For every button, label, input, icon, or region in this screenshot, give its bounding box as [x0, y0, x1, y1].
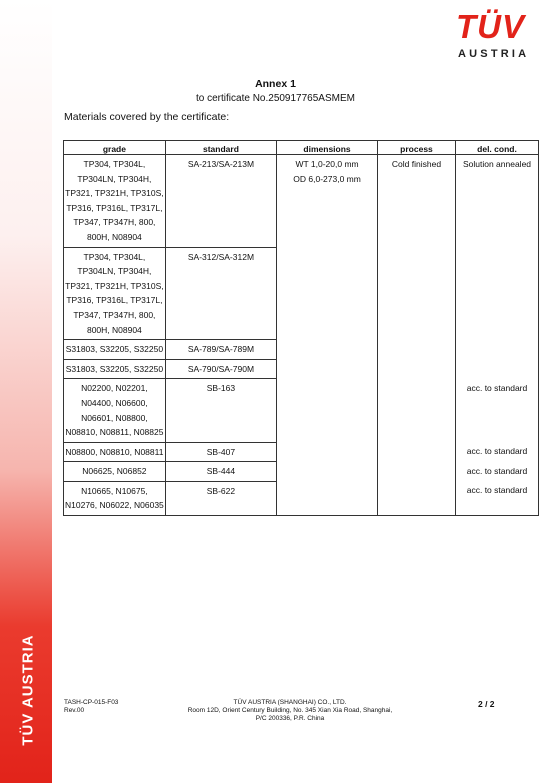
grade-cell	[64, 359, 166, 379]
standard-cell: SA-789/SA-789M	[165, 340, 276, 360]
materials-table	[63, 140, 539, 516]
grade-line: TP321, TP321H, TP310S,	[65, 188, 164, 199]
dimensions-cell	[277, 247, 378, 340]
dimension-line: OD 6,0-273,0 mm	[293, 173, 361, 184]
materials-intro: Materials covered by the certificate:	[64, 111, 230, 123]
table-row	[64, 155, 539, 248]
grade-line: S31803, S32205, S32250	[65, 344, 164, 355]
footer-address-line-1: Room 12D, Orient Century Building, No. 345 Xian Xia Road, Shanghai,	[187, 707, 393, 714]
footer-address	[160, 699, 420, 723]
grade-line: TP304, TP304L,	[83, 159, 146, 169]
process-cell	[377, 379, 455, 442]
annex-subtitle: to certificate No.250917765ASMEM	[196, 93, 355, 104]
process-cell	[377, 340, 455, 360]
standard-cell: SA-790/SA-790M	[165, 359, 276, 379]
process-cell	[377, 442, 455, 462]
grade-line: N08810, N08811, N08825	[65, 427, 164, 438]
grade-line: TP347, TP347H, 800,	[73, 309, 156, 320]
grade-line: N10665, N10675,	[81, 485, 148, 496]
grade-cell	[64, 462, 166, 482]
logo-wordmark: AUSTRIA	[458, 48, 530, 60]
grade-line: TP347, TP347H, 800,	[73, 217, 156, 228]
del-cond-cell: acc. to standard	[456, 379, 539, 442]
dimensions-cell	[277, 155, 378, 248]
standard-cell: SA-312/SA-312M	[165, 247, 276, 340]
side-brand-text: TÜV AUSTRIA	[19, 634, 37, 746]
footer-company: TÜV AUSTRIA (SHANGHAI) CO., LTD.	[233, 699, 347, 706]
table-body	[64, 155, 539, 516]
table-row	[64, 340, 539, 360]
dimensions-cell	[277, 379, 378, 442]
table-row	[64, 442, 539, 462]
table-row	[64, 379, 539, 442]
table-header-row	[64, 141, 539, 155]
grade-line: TP321, TP321H, TP310S,	[65, 280, 164, 291]
header-dimensions: dimensions	[277, 141, 378, 155]
process-cell	[377, 481, 455, 515]
grade-line: N06625, N06852	[82, 466, 147, 477]
page-number: 2 / 2	[478, 699, 495, 709]
del-cond-cell	[456, 359, 539, 379]
del-cond-cell	[456, 247, 539, 340]
grade-line: N04400, N06600,	[81, 397, 148, 408]
dimensions-cell	[277, 442, 378, 462]
table-row	[64, 462, 539, 482]
del-cond-cell: acc. to standard	[456, 462, 539, 482]
footer-address-line-2: P/C 200336, P.R. China	[255, 715, 325, 722]
grade-line: TP304LN, TP304H,	[77, 173, 152, 184]
grade-line: N08800, N08810, N08811	[65, 446, 164, 457]
grade-line: N10276, N06022, N06035	[65, 500, 164, 511]
logo-mark: TÜV	[456, 8, 525, 45]
del-cond-cell: Solution annealed	[456, 155, 539, 248]
grade-cell	[64, 155, 166, 248]
grade-cell	[64, 379, 166, 442]
process-cell	[377, 247, 455, 340]
grade-line: 800H, N08904	[86, 231, 142, 242]
footer-doc-code: TASH-CP-015-F03	[64, 699, 119, 706]
header-del-cond: del. cond.	[456, 141, 539, 155]
dimensions-cell	[277, 340, 378, 360]
grade-cell	[64, 340, 166, 360]
dimensions-cell	[277, 359, 378, 379]
grade-line: 800H, N08904	[86, 324, 142, 335]
side-brand-band	[0, 0, 52, 783]
header-standard: standard	[165, 141, 276, 155]
grade-cell	[64, 481, 166, 515]
grade-line: TP304LN, TP304H,	[77, 266, 152, 277]
grade-line: TP316, TP316L, TP317L,	[66, 202, 163, 213]
dimensions-cell	[277, 481, 378, 515]
footer-revision: Rev.00	[64, 707, 85, 714]
process-cell: Cold finished	[377, 155, 455, 248]
del-cond-cell: acc. to standard	[456, 442, 539, 462]
process-cell	[377, 359, 455, 379]
table-row	[64, 481, 539, 515]
standard-cell: SB-407	[165, 442, 276, 462]
grade-line: N02200, N02201,	[81, 383, 148, 394]
grade-line: S31803, S32205, S32250	[65, 363, 164, 374]
standard-cell: SB-444	[165, 462, 276, 482]
table-row	[64, 247, 539, 340]
standard-cell: SB-622	[165, 481, 276, 515]
grade-line: N06601, N08800,	[81, 412, 148, 423]
grade-line: TP304, TP304L,	[83, 251, 146, 262]
dimensions-cell	[277, 462, 378, 482]
annex-title: Annex 1	[255, 78, 296, 90]
grade-cell	[64, 247, 166, 340]
header-grade: grade	[64, 141, 166, 155]
table-row	[64, 359, 539, 379]
grade-line: TP316, TP316L, TP317L,	[66, 295, 163, 306]
standard-cell: SA-213/SA-213M	[165, 155, 276, 248]
standard-cell: SB-163	[165, 379, 276, 442]
dimension-line: WT 1,0-20,0 mm	[295, 159, 359, 169]
header-process: process	[377, 141, 455, 155]
del-cond-cell	[456, 340, 539, 360]
tuv-austria-logo	[452, 8, 532, 60]
footer-doc-info	[64, 699, 118, 715]
grade-cell	[64, 442, 166, 462]
process-cell	[377, 462, 455, 482]
del-cond-cell: acc. to standard	[456, 481, 539, 515]
